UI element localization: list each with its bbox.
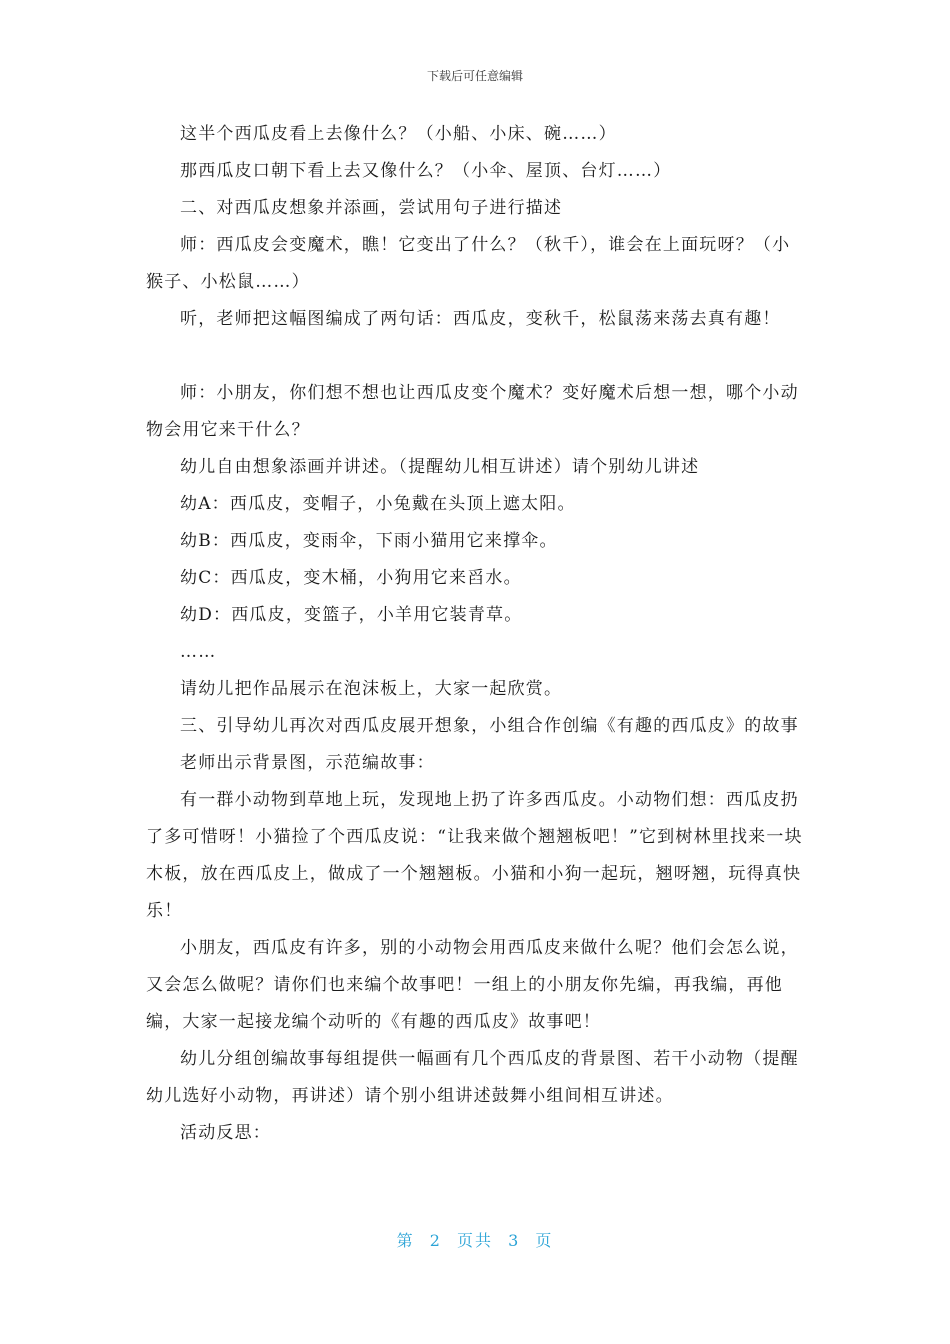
page-header: 下载后可任意编辑: [426, 69, 523, 83]
paragraph-3: 师：西瓜皮会变魔术，瞧！它变出了什么？（秋千），谁会在上面玩呀？（小猴子、小松鼠……）: [146, 235, 791, 292]
child-b-line: 幼B：西瓜皮，变雨伞，下雨小猫用它来撑伞。: [180, 531, 558, 551]
section-heading-3: 三、引导幼儿再次对西瓜皮展开想象，小组合作创编《有趣的西瓜皮》的故事: [180, 716, 799, 736]
story-paragraph: 有一群小动物到草地上玩，发现地上扔了许多西瓜皮。小动物们想：西瓜皮扔了多可惜呀！小猫捡了个西瓜皮说：“让我来做个翘翘板吧！”它到树林里找来一块木板，放在西瓜皮上，做成了一个翘翘板。小猫和小狗一起玩，翘呀翘，玩得真快乐！: [146, 790, 803, 921]
child-d-line: 幼D：西瓜皮，变篮子，小羊用它装青草。: [180, 605, 523, 625]
reflection-heading: 活动反思：: [180, 1123, 271, 1143]
paragraph-6: 幼儿自由想象添画并讲述。（提醒幼儿相互讲述）请个别幼儿讲述: [180, 457, 700, 477]
page-number-footer: 第 2 页共 3 页: [396, 1231, 554, 1250]
section-heading-2: 二、对西瓜皮想象并添画，尝试用句子进行描述: [180, 198, 563, 218]
paragraph-4: 听，老师把这幅图编成了两句话：西瓜皮，变秋千，松鼠荡来荡去真有趣！: [180, 309, 781, 329]
paragraph-1: 这半个西瓜皮看上去像什么？（小船、小床、碗……）: [180, 124, 617, 144]
paragraph-8: 老师出示背景图，示范编故事：: [180, 753, 435, 773]
paragraph-10: 幼儿分组创编故事每组提供一幅画有几个西瓜皮的背景图、若干小动物（提醒幼儿选好小动物，再讲述）请个别小组讲述鼓舞小组间相互讲述。: [146, 1049, 799, 1106]
child-a-line: 幼A：西瓜皮，变帽子，小兔戴在头顶上遮太阳。: [180, 494, 576, 514]
paragraph-9: 小朋友，西瓜皮有许多，别的小动物会用西瓜皮来做什么呢？他们会怎么说，又会怎么做呢？请你们也来编个故事吧！一组上的小朋友你先编，再我编，再他编，大家一起接龙编个动听的《有趣的西瓜皮》故事吧！: [146, 938, 799, 1032]
paragraph-2: 那西瓜皮口朝下看上去又像什么？（小伞、屋顶、台灯……）: [180, 161, 672, 181]
child-c-line: 幼C：西瓜皮，变木桶，小狗用它来舀水。: [180, 568, 522, 588]
document-body: [146, 116, 806, 1152]
ellipsis-line: ……: [180, 642, 217, 662]
paragraph-7: 请幼儿把作品展示在泡沫板上，大家一起欣赏。: [180, 679, 563, 699]
paragraph-5: 师：小朋友，你们想不想也让西瓜皮变个魔术？变好魔术后想一想，哪个小动物会用它来干什么？: [146, 383, 799, 440]
